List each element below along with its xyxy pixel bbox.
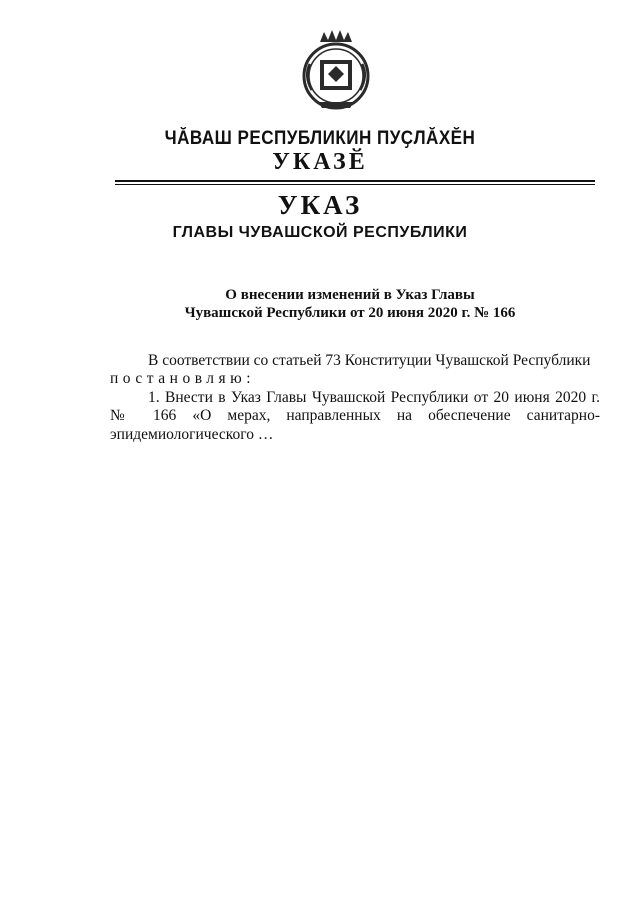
- header-divider-thin: [115, 184, 595, 185]
- chuvash-ukaze-heading: УКАЗӖ: [272, 149, 368, 175]
- paragraph-postanovlyayu: постановляю:: [110, 370, 256, 388]
- decree-body: [110, 352, 600, 444]
- header-divider-thick: [115, 180, 595, 182]
- chuvash-header-line: ЧӐВАШ РЕСПУБЛИКИН ПУҪЛӐХӖН: [164, 128, 476, 149]
- chuvash-emblem-icon: [290, 24, 382, 114]
- paragraph-preamble: В соответствии со статьей 73 Конституции Чувашской Республики: [148, 352, 591, 369]
- decree-title-line-1: О внесении изменений в Указ Главы: [225, 287, 475, 303]
- paragraph-item-1: 1. Внести в Указ Главы Чувашской Республики от 20 июня 2020 г. № 166 «О мерах, направленных на обеспечение санитарно-эпидемиологического …: [110, 388, 600, 443]
- glava-heading: ГЛАВЫ ЧУВАШСКОЙ РЕСПУБЛИКИ: [172, 224, 468, 241]
- ukaz-heading: УКАЗ: [277, 190, 363, 220]
- decree-title-line-2: Чувашской Республики от 20 июня 2020 г. № 166: [184, 305, 516, 321]
- decree-title: [0, 286, 640, 322]
